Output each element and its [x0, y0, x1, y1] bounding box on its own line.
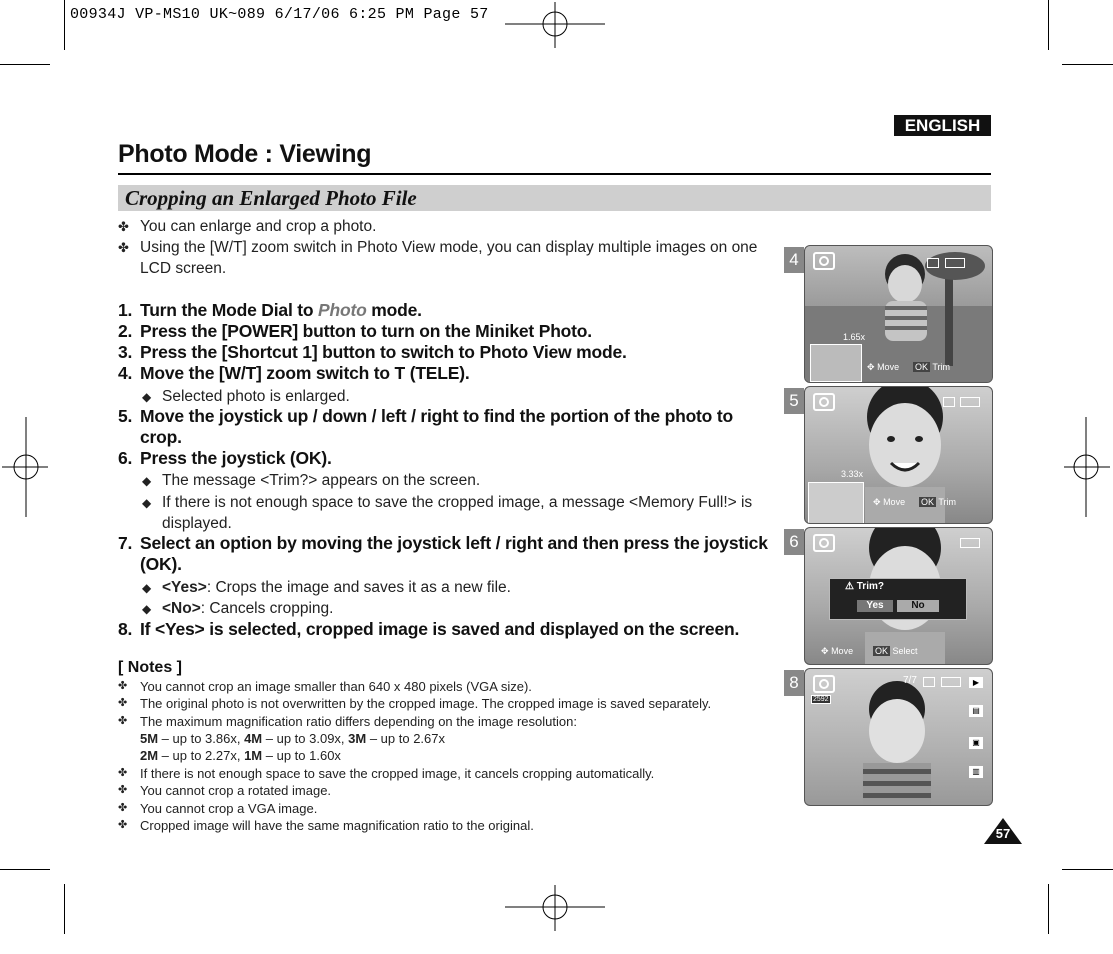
diamond-bullet-icon: ◆: [142, 496, 152, 510]
crop-mark: [64, 0, 65, 50]
screen-step-number: 4: [784, 247, 804, 273]
registration-mark-icon: [1064, 417, 1110, 517]
crop-mark: [0, 64, 50, 65]
crop-mark: [1062, 64, 1113, 65]
joystick-icon: ✥: [867, 362, 875, 372]
move-hint: ✥ Move: [873, 497, 906, 507]
print-header: 00934J VP-MS10 UK~089 6/17/06 6:25 PM Page 57: [70, 6, 489, 23]
step-7: 7. Select an option by moving the joystick left / right and then press the joystick: [118, 533, 768, 553]
step-7-option-no: ◆ <No>: Cancels cropping.: [162, 598, 333, 619]
crop-mark: [1048, 884, 1049, 934]
zoom-ratio: 1.65x: [843, 332, 866, 342]
note-item: ✤ The maximum magnification ratio differs depending on the image resolution:: [118, 714, 577, 729]
thumbnail-preview: [810, 344, 862, 382]
child-photo-illustration: [805, 669, 992, 805]
cross-bullet-icon: ✤: [118, 819, 128, 831]
note-resolution-ratios: 2M – up to 2.27x, 1M – up to 1.60x: [140, 748, 341, 763]
move-hint: ✥ Move: [821, 646, 854, 656]
note-item: ✤ The original photo is not overwritten by the cropped image. The cropped image is saved separately.: [118, 696, 712, 711]
cross-bullet-icon: ✤: [118, 680, 128, 692]
crop-mark: [1048, 0, 1049, 50]
step-8: 8. If <Yes> is selected, cropped image is saved and displayed on the screen.: [118, 619, 740, 639]
joystick-icon: ✥: [873, 497, 881, 507]
battery-icon: [960, 538, 980, 548]
step-4: 4. Move the [W/T] zoom switch to T (TELE).: [118, 363, 470, 383]
page-number: 57: [995, 826, 1011, 841]
lcd-screenshot-step-6: [804, 527, 993, 665]
diamond-bullet-icon: ◆: [142, 474, 152, 488]
image-counter: 7/7: [903, 675, 917, 686]
title-divider: [118, 173, 991, 175]
cross-bullet-icon: ✤: [118, 697, 128, 709]
step-3: 3. Press the [Shortcut 1] button to switch to Photo View mode.: [118, 342, 627, 362]
lcd-screenshot-step-5: [804, 386, 993, 524]
step-2: 2. Press the [POWER] button to turn on the Miniket Photo.: [118, 321, 592, 341]
diamond-bullet-icon: ◆: [142, 390, 152, 404]
section-title: Cropping an Enlarged Photo File: [125, 186, 417, 210]
screen-step-number: 6: [784, 529, 804, 555]
ok-hint: OK Trim: [915, 362, 951, 372]
memory-indicator-icon: [943, 397, 955, 407]
lcd-screenshot-step-4: [804, 245, 993, 383]
battery-icon: [945, 258, 965, 268]
crop-mark: [64, 884, 65, 934]
battery-icon: [960, 397, 980, 407]
ok-hint: OK Select: [875, 646, 918, 656]
step-1: 1. Turn the Mode Dial to Photo mode.: [118, 300, 422, 320]
crop-mark: [1062, 869, 1113, 870]
intro-bullet: ✤ You can enlarge and crop a photo.: [118, 218, 377, 235]
battery-icon: [941, 677, 961, 687]
cross-bullet-icon: ✤: [118, 715, 128, 727]
step-5-continued: crop.: [140, 427, 182, 447]
note-item: ✤ You cannot crop a rotated image.: [118, 783, 332, 798]
language-badge: ENGLISH: [894, 115, 991, 136]
multi-view-icon[interactable]: ▤: [969, 705, 983, 717]
cross-bullet-icon: ✤: [118, 240, 129, 255]
memory-indicator-icon: [927, 258, 939, 268]
step-6-detail-continued: displayed.: [162, 515, 232, 532]
yes-option[interactable]: Yes: [857, 600, 893, 612]
zoom-ratio: 3.33x: [841, 469, 864, 479]
note-item: ✤ If there is not enough space to save the cropped image, it cancels cropping automatically.: [118, 766, 655, 781]
protect-icon[interactable]: ▣: [969, 737, 983, 749]
note-resolution-ratios: 5M – up to 3.86x, 4M – up to 3.09x, 3M – up to 2.67x: [140, 731, 445, 746]
intro-bullet-continued: LCD screen.: [140, 260, 227, 277]
step-4-detail: ◆ Selected photo is enlarged.: [162, 386, 350, 407]
note-item: ✤ Cropped image will have the same magnification ratio to the original.: [118, 818, 534, 833]
registration-mark-icon: [505, 885, 605, 931]
notes-heading: [ Notes ]: [118, 659, 182, 676]
screen-step-number: 5: [784, 388, 804, 414]
ok-hint: OK Trim: [921, 497, 957, 507]
note-item: ✤ You cannot crop a VGA image.: [118, 801, 318, 816]
page-title: Photo Mode : Viewing: [118, 140, 372, 168]
trim-dialog-message: ⚠ Trim?: [845, 581, 884, 592]
step-7-option-yes: ◆ <Yes>: Crops the image and saves it as a new file.: [162, 577, 511, 598]
diamond-bullet-icon: ◆: [142, 581, 152, 595]
warning-icon: ⚠: [845, 581, 854, 592]
move-hint: ✥ Move: [867, 362, 900, 372]
intro-bullet: ✤ Using the [W/T] zoom switch in Photo View mode, you can display multiple images on one: [118, 239, 758, 256]
diamond-bullet-icon: ◆: [142, 602, 152, 616]
registration-mark-icon: [505, 2, 605, 48]
resolution-badge: 2592: [813, 696, 829, 703]
joystick-icon: ✥: [821, 646, 829, 656]
cross-bullet-icon: ✤: [118, 802, 128, 814]
step-6: 6. Press the joystick (OK).: [118, 448, 332, 468]
step-7-continued: (OK).: [140, 554, 182, 574]
cross-bullet-icon: ✤: [118, 219, 129, 234]
play-icon[interactable]: ▶: [969, 677, 983, 688]
no-option[interactable]: No: [897, 600, 939, 612]
cross-bullet-icon: ✤: [118, 784, 128, 796]
screen-step-number: 8: [784, 670, 804, 696]
note-item: ✤ You cannot crop an image smaller than 640 x 480 pixels (VGA size).: [118, 679, 532, 694]
crop-mark: [0, 869, 50, 870]
thumbnail-preview: [808, 482, 864, 524]
step-6-detail: ◆ If there is not enough space to save the cropped image, a message <Memory Full!> is: [162, 492, 752, 513]
lcd-screenshot-step-8: [804, 668, 993, 806]
delete-icon[interactable]: ▥: [969, 766, 983, 778]
registration-mark-icon: [2, 417, 48, 517]
step-5: 5. Move the joystick up / down / left / right to find the portion of the photo to: [118, 406, 733, 426]
step-6-detail: ◆ The message <Trim?> appears on the screen.: [162, 470, 480, 491]
memory-indicator-icon: [923, 677, 935, 687]
cross-bullet-icon: ✤: [118, 767, 128, 779]
